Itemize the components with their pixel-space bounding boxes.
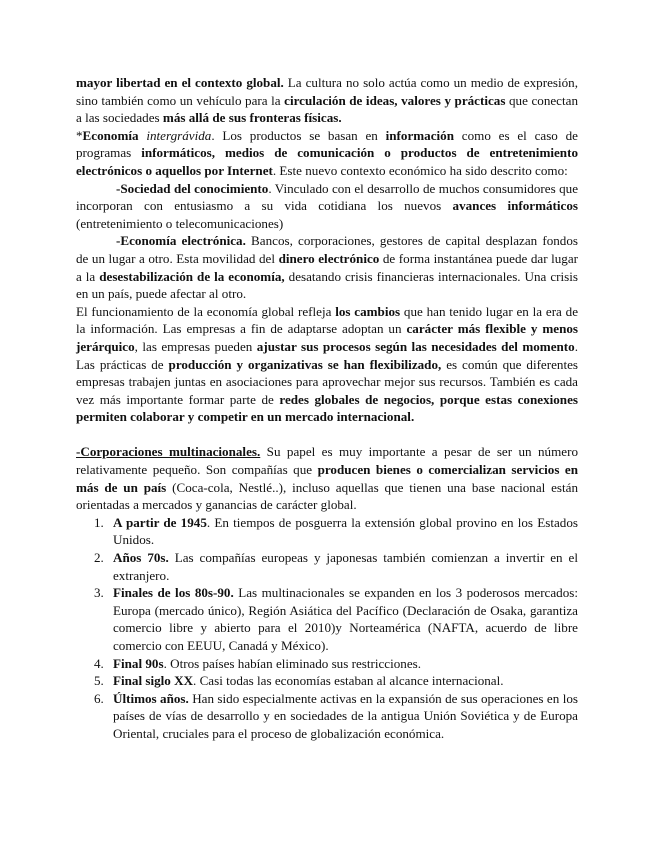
paragraph-economia-electronica: -Economía electrónica. Bancos, corporaciones, gestores de capital desplazan fondos de un lugar a otro. Esta movilidad del dinero electrónico de forma instantánea puede dar lugar a la desestabilización de la economía, desatando crisis financieras internacionales. Una crisis en un país, puede afectar al otro. [76, 233, 579, 302]
list-item: 6. Últimos años. Han sido especialmente activas en la expansión de sus operaciones en los países de vías de desarrollo y en sociedades de la antigua Unión Soviética y de Europa Oriental, cruciales para el proceso de globalización económica. [94, 690, 578, 741]
list-item: 2. Años 70s. Las compañías europeas y japonesas también comienzan a invertir en el extranjero. [94, 550, 578, 583]
list-item: 5. Final siglo XX. Casi todas las economías estaban al alcance internacional. [94, 673, 504, 689]
document-page [76, 74, 578, 743]
paragraph-spacer [76, 426, 578, 444]
list-item: 3. Finales de los 80s-90. Las multinacionales se expanden en los 3 poderosos mercados: Europa (mercado único), Región Asiática del Pacífico (Declaración de Osaka, garantiza comercio libre y abierto para el 2010)y Norteamérica (NAFTA, acuerdo de libre comercio con EEUU, Canadá y México). [94, 585, 578, 653]
paragraph-culture: mayor libertad en el contexto global. La cultura no solo actúa como un medio de expresión, sino también como un vehículo para la circulación de ideas, valores y prácticas que conectan a las sociedades más allá de sus fronteras físicas. [76, 75, 578, 126]
paragraph-economia-global: El funcionamiento de la economía global refleja los cambios que han tenido lugar en la era de la información. Las empresas a fin de adaptarse adoptan un carácter más flexible y menos jerárquico, las empresas pueden ajustar sus procesos según las necesidades del momento. Las prácticas de producción y organizativas se han flexibilizado, es común que diferentes empresas trabajen juntas en asociaciones para aprovechar mejor sus recursos. También es cada vez más importante formar parte de redes globales de negocios, porque estas conexiones permiten colaborar y competir en un mercado internacional. [76, 303, 579, 425]
paragraph-corporaciones: -Corporaciones multinacionales. Su papel es muy importante a pesar de ser un número relativamente pequeño. Son compañías que producen bienes o comercializan servicios en más de un país (Coca-cola, Nestlé..), incluso aquellas que tienen una base nacional están orientadas a mercados y ganancias de carácter global. [76, 444, 579, 513]
paragraph-sociedad-conocimiento: -Sociedad del conocimiento. Vinculado con el desarrollo de muchos consumidores que incorporan con entusiasmo a su vida cotidiana los nuevos avances informáticos (entretenimiento o telecomunicaciones) [76, 180, 578, 231]
list-item: 1. A partir de 1945. En tiempos de posguerra la extensión global provino en los Estados Unidos. [94, 514, 578, 548]
timeline-list [76, 514, 578, 743]
paragraph-economia-intergravida: *Economía intergrávida. Los productos se basan en información como es el caso de programas informáticos, medios de comunicación o productos de entretenimiento electrónicos o aquellos por Internet. Este nuevo contexto económico ha sido descrito como: [76, 127, 578, 178]
list-item: 4. Final 90s. Otros países habían eliminado sus restricciones. [94, 655, 422, 671]
